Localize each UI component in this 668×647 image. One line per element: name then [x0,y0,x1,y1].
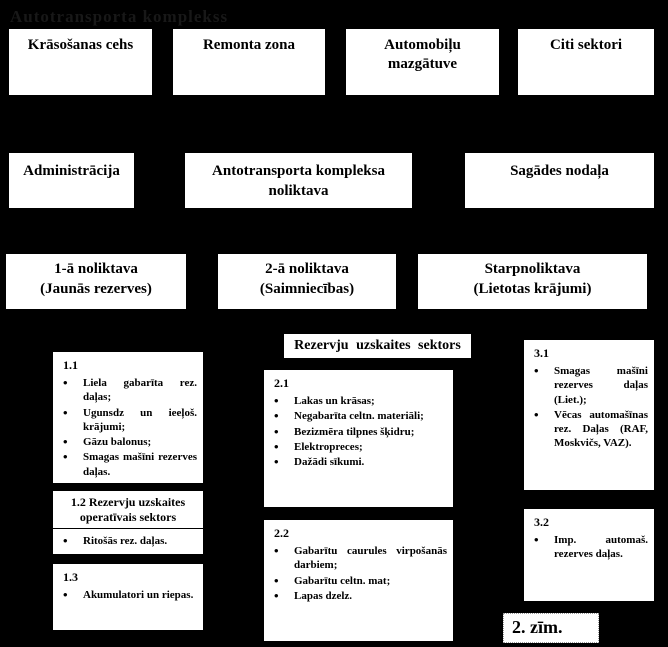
banner-rezervju-uzskaites-sektors [283,333,472,359]
box-administracija [8,152,135,209]
section-id: 3.2 [534,515,549,529]
list-item: • Ugunsdz un ieeļoš. krājumi; [53,406,197,435]
box-2a-noliktava [217,253,397,310]
section-list [53,376,203,479]
box-label-line2: (Lietotas krājumi) [473,281,592,298]
section-1-1 [52,351,204,484]
list-item: • Gabarītu celtn. mat; [264,574,447,588]
list-item: • Smagas mašīni rezerves daļas (Liet.); [524,364,648,407]
box-kompleksa-noliktava [184,152,413,209]
box-remonta-zona [172,28,326,96]
box-sagades-nodala [464,152,655,209]
section-3-1 [523,339,655,491]
section-2-2 [263,519,454,642]
list-item: • Vēcas automašīnas rez. Daļas (RAF, Moskvičs, VAZ). [524,408,648,451]
section-1-2 [52,490,204,555]
box-starpnoliktava [417,253,648,310]
list-item: • Lakas un krāsas; [264,394,447,408]
banner-label: Rezervju uzskaites sektors [294,338,461,353]
box-citi-sektori [517,28,655,96]
box-label: Remonta zona [202,37,296,53]
list-item: • Smagas mašīni rezerves daļas. [53,450,197,479]
section-list [524,533,654,562]
box-label-line2: (Jaunās rezerves) [40,281,152,298]
section-id: 2.1 [274,376,289,390]
list-item: • Gabarītu caurules virpošanās darbiem; [264,544,447,573]
box-label-line2: (Saimniecības) [259,281,355,298]
section-id: 1.1 [63,358,78,372]
section-list [53,528,203,553]
box-label: Automobiļu mazgātuve [384,37,461,72]
section-list [264,544,453,603]
box-automobilu-mazgatuve [345,28,500,96]
section-id: 2.2 [274,526,289,540]
box-label: Citi sektori [549,37,623,53]
box-1a-noliktava [5,253,187,310]
list-item: • Bezizmēra tilpnes šķidru; [264,425,447,439]
box-label: Krāsošanas cehs [27,37,134,53]
list-item: • Dažādi sīkumi. [264,455,447,469]
section-header: 1.2 Rezervju uzskaites operatīvais sektors [70,495,186,524]
box-label: Sagādes nodaļa [510,163,609,179]
box-label: Antotransporta kompleksa noliktava [212,163,385,199]
box-label-line1: Starpnoliktava [484,261,581,277]
list-item: • Negabarīta celtn. materiāli; [264,409,447,423]
section-list [524,364,654,451]
box-label-line1: 1-ā noliktava [54,261,138,277]
list-item: • Gāzu balonus; [53,435,197,449]
box-label-line1: 2-ā noliktava [265,261,349,277]
list-item: • Akumulatori un riepas. [53,588,197,602]
section-id: 1.3 [63,570,78,584]
list-item: • Elektropreces; [264,440,447,454]
box-label: Administrācija [23,163,120,179]
section-id: 3.1 [534,346,549,360]
box-krasosanas-cehs [8,28,153,96]
section-1-3 [52,563,204,631]
section-3-2 [523,508,655,602]
caption-label: 2. zīm. [512,617,563,637]
list-item: • Liela gabarīta rez. daļas; [53,376,197,405]
list-item: • Imp. automaš. rezerves daļas. [524,533,648,562]
list-item: • Lapas dzelz. [264,589,447,603]
diagram-title: Autotransporta komplekss [10,7,229,26]
list-item: • Ritošās rez. daļas. [53,534,197,548]
section-list [264,394,453,469]
section-list [53,588,203,602]
section-2-1 [263,369,454,508]
figure-caption [503,613,599,643]
